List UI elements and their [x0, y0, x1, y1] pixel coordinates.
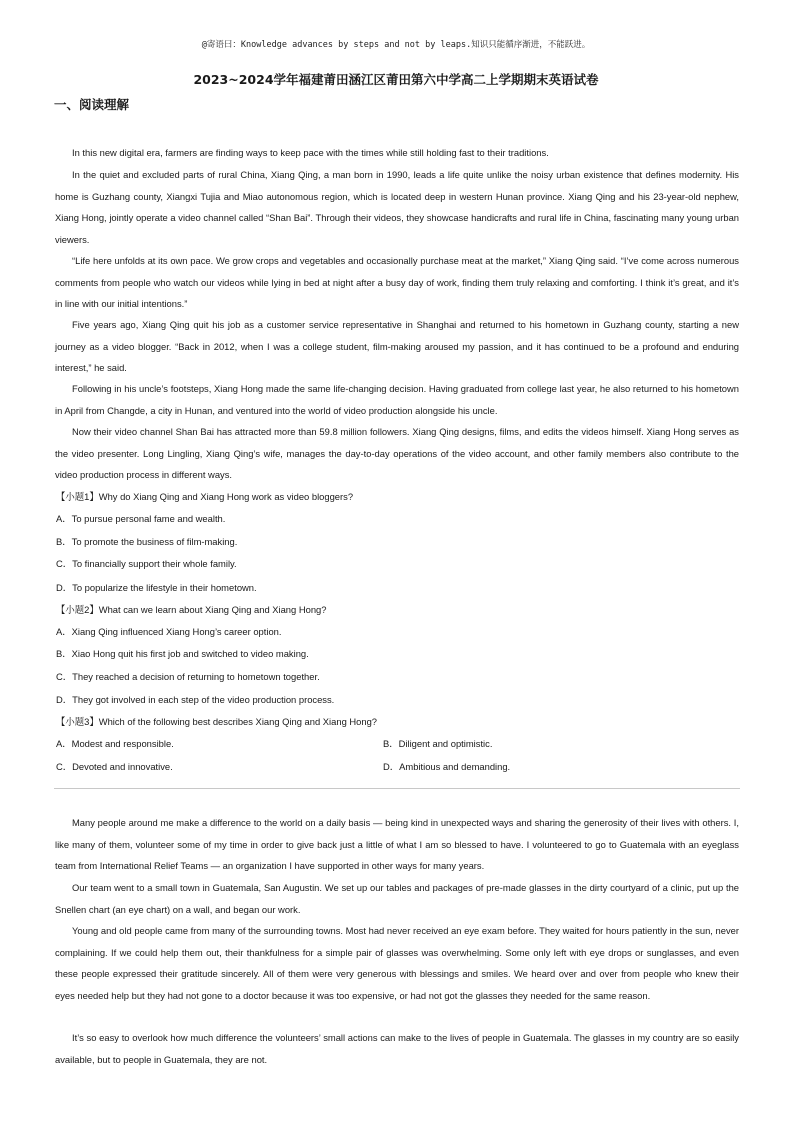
answer-option[interactable]: D．Ambitious and demanding. [383, 761, 511, 772]
answer-option[interactable]: C．They reached a decision of returning to hometown together. [56, 671, 320, 682]
answer-option[interactable]: A．Xiang Qing influenced Xiang Hong’s career option. [56, 626, 282, 637]
question-stem: 【小题2】What can we learn about Xiang Qing and Xiang Hong? [56, 604, 327, 615]
answer-option[interactable]: A．Modest and responsible. [56, 738, 174, 749]
passage1-paragraph: In the quiet and excluded parts of rural China, Xiang Qing, a man born in 1990, leads a life quite unlike the noisy urban existence that defines modernity. His home is Guzhang county, Xiangxi Tujia and Miao autonomous region, which is located deep in western Hunan province. Xiang Qing and his 23-year-old nephew, Xiang Hong, jointly operate a video channel called “Shan Bai”. Through their videos, they showcase handicrafts and rural life in China, fascinating many young urban viewers. [55, 169, 739, 245]
answer-option[interactable]: A．To pursue personal fame and wealth. [56, 513, 226, 524]
passage2-paragraph: It’s so easy to overlook how much difference the volunteers’ small actions can make to the lives of people in Guatemala. The glasses in my country are so easily available, but to people in Guatemala, they are not. [55, 1032, 739, 1065]
answer-option[interactable]: B．Diligent and optimistic. [383, 738, 493, 749]
passage2-paragraph: Our team went to a small town in Guatemala, San Augustin. We set up our tables and packages of pre-made glasses in the dirty courtyard of a clinic, put up the Snellen chart (an eye chart) on a wall, and began our work. [55, 882, 739, 915]
motto-line: @寄语曰：Knowledge advances by steps and not by leaps.知识只能循序渐进，不能跃进。 [201, 40, 591, 50]
answer-option[interactable]: D．They got involved in each step of the video production process. [56, 694, 335, 705]
passage-divider [54, 788, 740, 789]
passage2-paragraph: Young and old people came from many of the surrounding towns. Most had never received an eye exam before. They waited for hours patiently in the sun, never complaining. If we could help them out, their thankfulness for a simple pair of glasses was overwhelming. Some only left with eye drops or sunglasses, and even these people expressed their gratitude sincerely. All of them were very generous with blessings and smiles. We heard over and over from people who knew their eyes needed help but they had not gone to a doctor because it was too expensive, or had not got the glasses they needed for the same reason. [55, 925, 739, 1001]
question-stem: 【小题1】Why do Xiang Qing and Xiang Hong work as video bloggers? [56, 491, 354, 502]
answer-option[interactable]: C．Devoted and innovative. [56, 761, 173, 772]
passage1-paragraph: In this new digital era, farmers are finding ways to keep pace with the times while still holding fast to their traditions. [72, 147, 549, 158]
answer-option[interactable]: D．To popularize the lifestyle in their hometown. [56, 582, 257, 593]
passage1-paragraph: Now their video channel Shan Bai has attracted more than 59.8 million followers. Xiang Qing designs, films, and edits the videos himself. Xiang Hong serves as the video presenter. Long Lingling, Xiang Qing’s wife, manages the day-to-day operations of the video account, and other family members also contribute to the video production process in different ways. [55, 426, 739, 481]
answer-option[interactable]: B．Xiao Hong quit his first job and switched to video making. [56, 648, 309, 659]
passage2-paragraph: Many people around me make a difference to the world on a daily basis — being kind in unexpected ways and sharing the generosity of their lives with others. I, like many of them, volunteer some of my time in order to give back just a little of what I am so blessed to have. I volunteered to go to Guatemala with an eyeglass team from International Relief Teams — an organization I have supported in other ways for many years. [55, 817, 739, 872]
passage1-paragraph: Following in his uncle’s footsteps, Xiang Hong made the same life-changing decision. Having graduated from college last year, he also returned to his hometown in April from Changde, a city in Hunan, and ventured into the world of video production alongside his uncle. [55, 383, 739, 416]
passage1-paragraph: Five years ago, Xiang Qing quit his job as a customer service representative in Shanghai and returned to his hometown in Guzhang county, starting a new journey as a video blogger. “Back in 2012, when I was a college student, film-making aroused my passion, and it has continued to be a profound and enduring interest,” he said. [55, 319, 739, 374]
answer-option[interactable]: C．To financially support their whole family. [56, 558, 237, 569]
passage1-paragraph: “Life here unfolds at its own pace. We grow crops and vegetables and occasionally purchase meat at the market,” Xiang Qing said. “I’ve come across numerous comments from people who watch our videos while lying in bed at night after a busy day of work, finding them truly relaxing and comforting. I think it’s great, and it’s in line with our initial intentions.” [55, 255, 739, 310]
section-heading: 一、阅读理解 [54, 97, 130, 112]
question-stem: 【小题3】Which of the following best describes Xiang Qing and Xiang Hong? [56, 716, 378, 727]
page-title: 2023~2024学年福建莆田涵江区莆田第六中学高二上学期期末英语试卷 [193, 72, 599, 87]
answer-option[interactable]: B．To promote the business of film-making. [56, 536, 238, 547]
